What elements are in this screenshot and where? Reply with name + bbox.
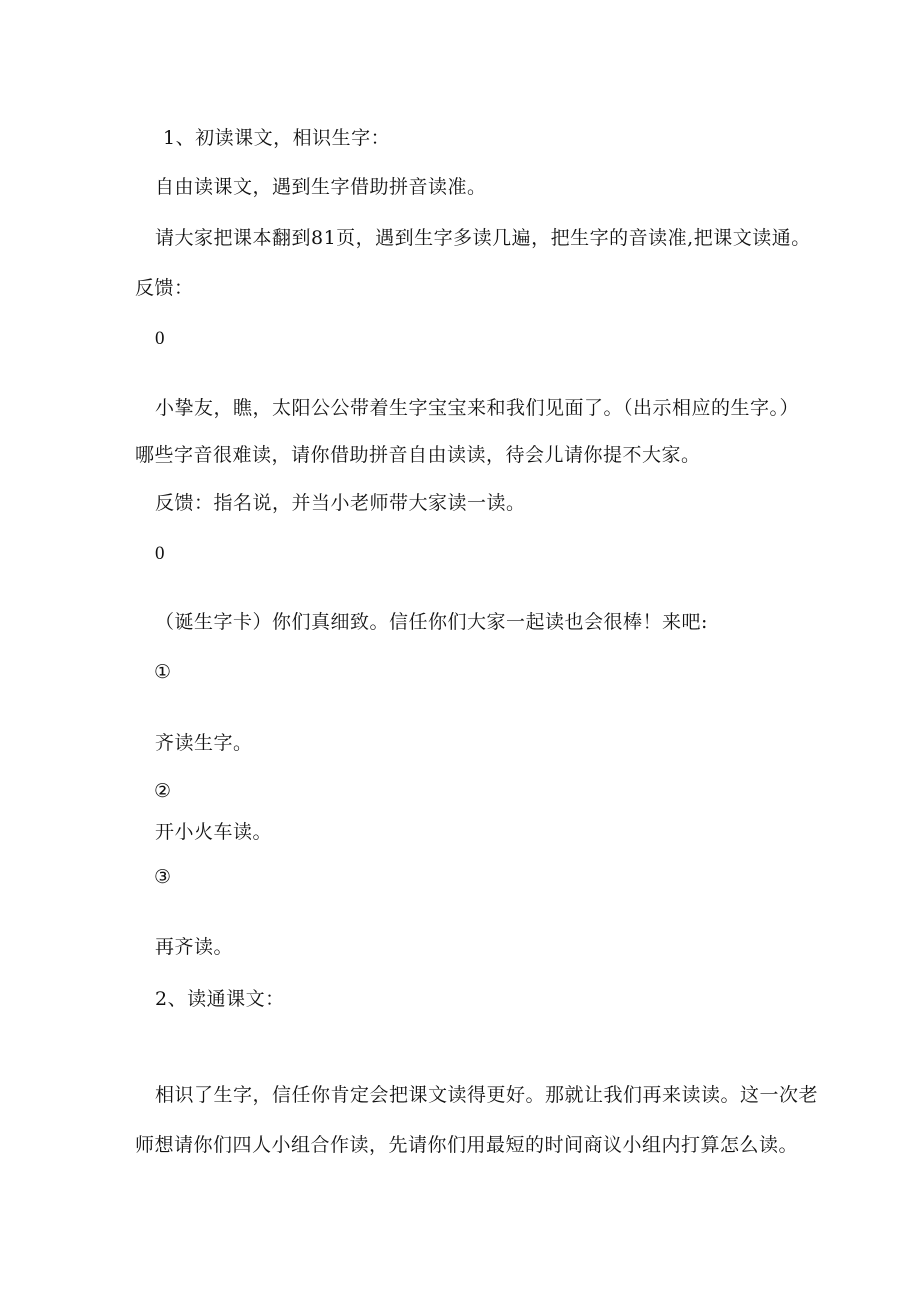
paragraph-line: 师想请你们四人小组合作读，先请你们用最短的时间商议小组内打算怎么读。 (135, 1134, 799, 1156)
paragraph-line: 反馈：指名说，并当小老师带大家读一读。 (155, 492, 526, 514)
section-heading-2: 2、读通课文： (155, 988, 285, 1010)
paragraph-line: 相识了生字，信任你肯定会把课文读得更好。那就让我们再来读读。这一次老 (155, 1084, 819, 1106)
list-item: 再齐读。 (155, 936, 234, 958)
placeholder-number: 0 (155, 543, 165, 564)
list-item: 开小火车读。 (155, 821, 273, 843)
paragraph-line: 请大家把课本翻到81页，遇到生字多读几遍，把生字的音读准,把课文读通。 (155, 227, 811, 249)
paragraph-line: 自由读课文，遇到生字借助拼音读准。 (155, 176, 487, 198)
paragraph-line: （诞生字卡）你们真细致。信任你们大家一起读也会很棒！来吧: (155, 611, 708, 633)
placeholder-number: 0 (155, 328, 165, 349)
list-marker-2: ② (154, 780, 172, 802)
paragraph-line: 哪些字音很难读，请你借助拼音自由读读，待会儿请你提不大家。 (135, 444, 701, 466)
section-heading-1: 1、初读课文，相识生字： (163, 127, 391, 149)
list-item: 齐读生字。 (155, 732, 253, 754)
list-marker-1: ① (154, 661, 172, 683)
list-marker-3: ③ (154, 866, 172, 888)
paragraph-line: 小挚友，瞧，太阳公公带着生字宝宝来和我们见面了。（出示相应的生字。） (155, 397, 800, 419)
paragraph-line: 反馈： (135, 277, 194, 299)
